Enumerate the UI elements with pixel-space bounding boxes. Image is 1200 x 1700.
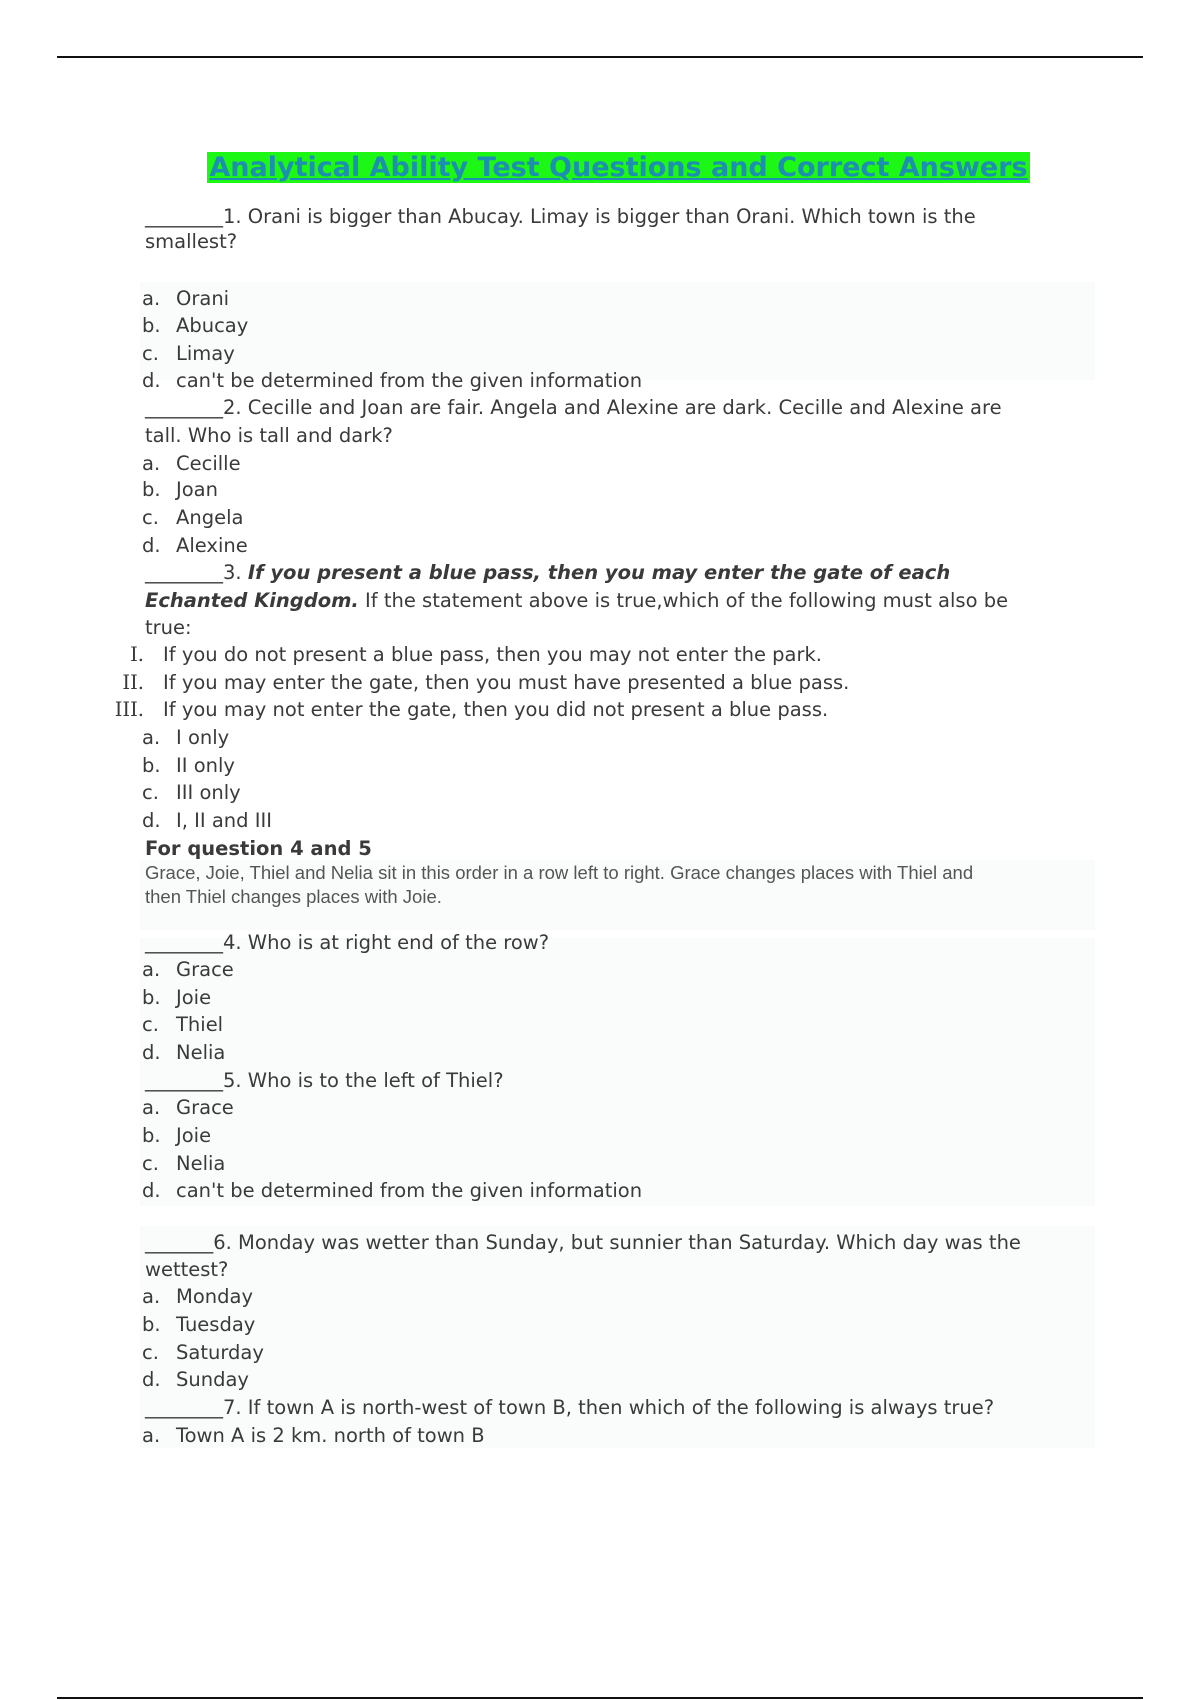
bottom-rule xyxy=(57,1697,1143,1699)
group-description: Grace, Joie, Thiel and Nelia sit in this order in a row left to right. Grace changes places with Thiel and xyxy=(145,862,974,883)
question-1-cont: smallest? xyxy=(145,230,238,253)
shade-block xyxy=(140,282,1095,380)
page-title: Analytical Ability Test Questions and Correct Answers xyxy=(209,152,1028,183)
question-3-cont: Echanted Kingdom. If the statement above is true,which of the following must also be xyxy=(145,589,1009,612)
question-2: ________2. Cecille and Joan are fair. Angela and Alexine are dark. Cecille and Alexine are xyxy=(145,396,1002,419)
question-2-cont: tall. Who is tall and dark? xyxy=(145,424,393,447)
question-7: ________7. If town A is north-west of town B, then which of the following is always true? xyxy=(145,1396,995,1419)
top-rule xyxy=(57,56,1143,58)
question-5: ________5. Who is to the left of Thiel? xyxy=(145,1069,504,1092)
question-3-cont2: true: xyxy=(145,616,192,639)
group-description-cont: then Thiel changes places with Joie. xyxy=(145,886,442,907)
question-6: _______6. Monday was wetter than Sunday, but sunnier than Saturday. Which day was the xyxy=(145,1231,1021,1254)
question-3: ________3. If you present a blue pass, then you may enter the gate of each xyxy=(145,561,951,584)
question-4: ________4. Who is at right end of the row? xyxy=(145,931,550,954)
group-heading: For question 4 and 5 xyxy=(145,837,372,860)
question-1: ________1. Orani is bigger than Abucay. Limay is bigger than Orani. Which town is the xyxy=(145,205,976,228)
question-6-cont: wettest? xyxy=(145,1258,229,1281)
